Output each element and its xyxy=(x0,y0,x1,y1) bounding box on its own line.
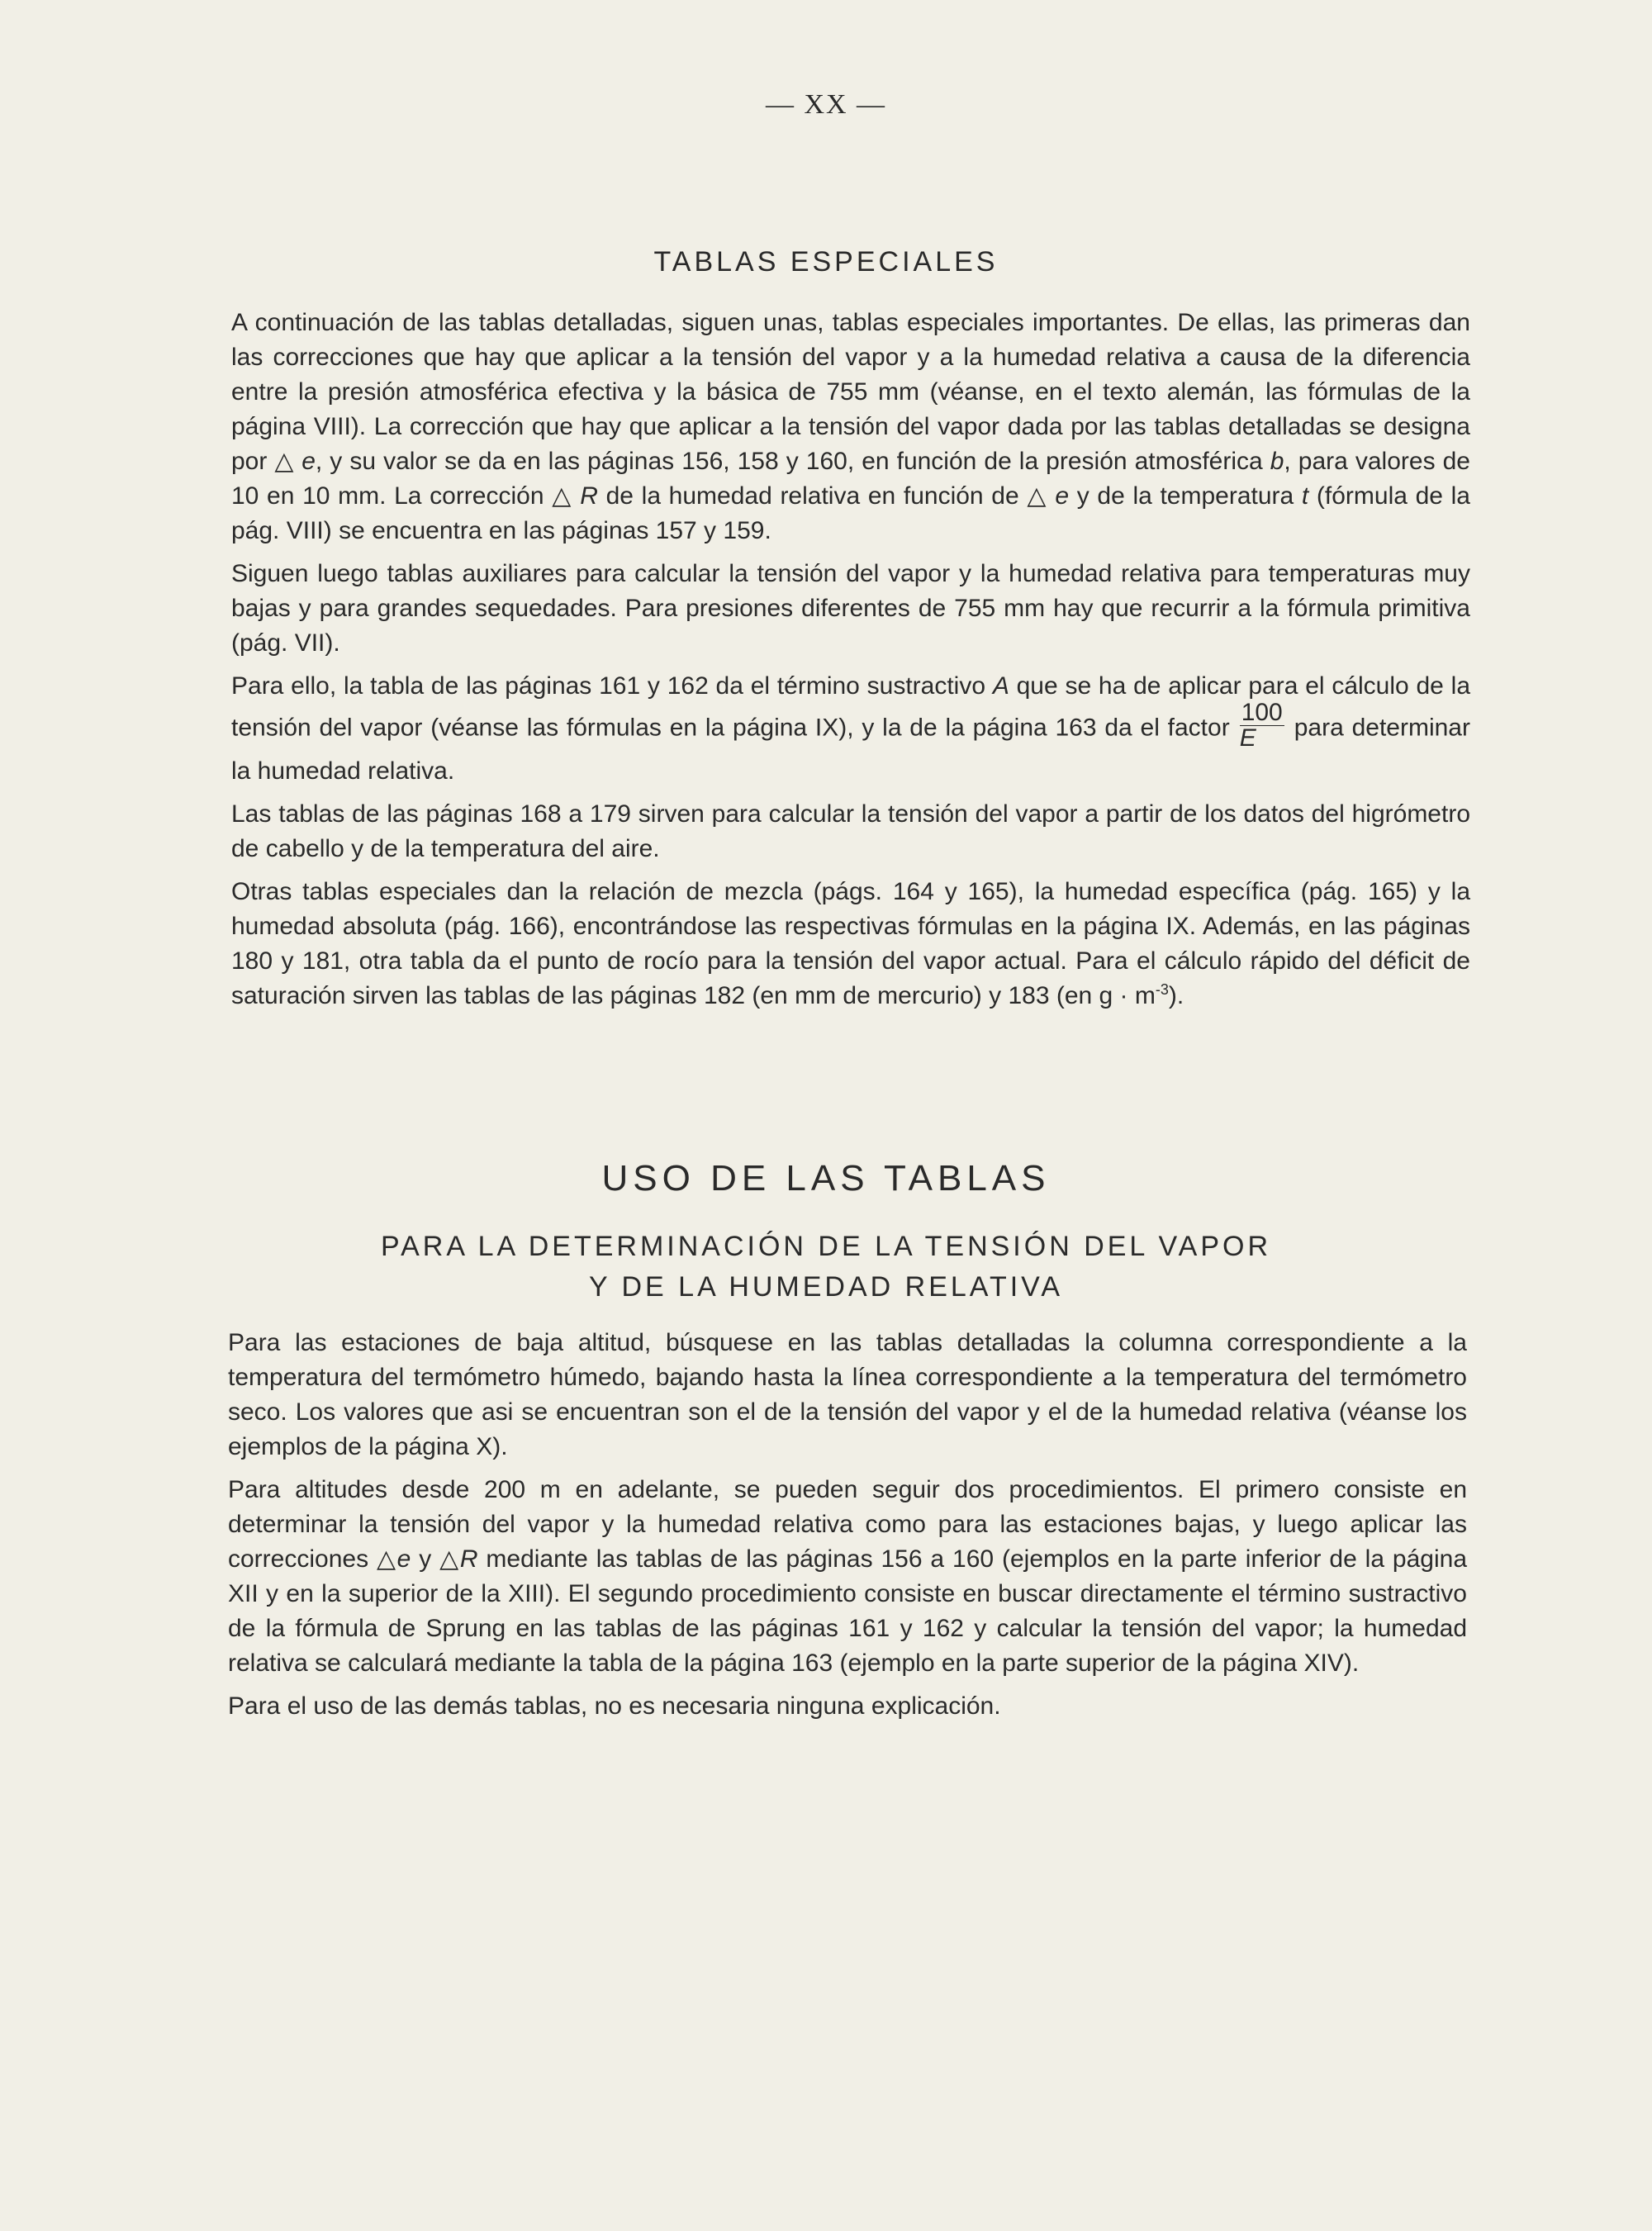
section-tablas-especiales xyxy=(231,306,1470,1022)
fraction-denominator: E xyxy=(1239,724,1256,752)
text-run: y xyxy=(411,1545,440,1573)
text-run: para determinar la humedad relativa. xyxy=(231,714,1470,785)
text-run: y de la temperatura xyxy=(1069,482,1302,510)
delta-symbol: △ xyxy=(1027,482,1047,510)
page-number: — XX — xyxy=(765,89,887,120)
text-run: mediante las tablas de las páginas 156 a 160 (ejemplos en la parte inferior de la página XII y en la superior de la XIII). El segundo procedimiento consiste en buscar directamente el término sustractivo de la fórmula de Sprung en las tablas de las páginas 161 y 162 y calcular la tensión del vapor; la humedad relativa se calculará mediante la tabla de la página 163 (ejemplo en la parte superior de la página XIV). xyxy=(228,1545,1468,1677)
paragraph-1 xyxy=(231,306,1470,548)
variable-e: e xyxy=(1047,482,1070,510)
delta-symbol: △ xyxy=(274,448,295,475)
text-run: Para ello, la tabla de las páginas 161 y 162 da el término sustractivo xyxy=(231,672,993,700)
variable-R: R xyxy=(572,482,598,510)
section-title-uso-de-las-tablas: USO DE LAS TABLAS xyxy=(601,1158,1051,1199)
section-subtitle-line-2: Y DE LA HUMEDAD RELATIVA xyxy=(588,1271,1064,1303)
variable-b: b xyxy=(1270,448,1284,475)
variable-t: t xyxy=(1301,482,1309,510)
text-run: (fórmula de la pág. VIII) se encuentra en las páginas 157 y 159. xyxy=(231,482,1470,544)
exponent: -3 xyxy=(1155,981,1169,998)
text-run: Otras tablas especiales dan la relación de mezcla (págs. 164 y 165), la humedad específica (pág. 165) y la humedad absoluta (pág. 166), encontrándose las respectivas fórmulas en la página IX. Además, en las páginas 180 y 181, otra tabla da el punto de rocío para la tensión del vapor actual. Para el cálculo rápido del déficit de saturación sirven las tablas de las páginas 182 (en mm de mercurio) y 183 (en g · m xyxy=(231,878,1470,1009)
text-run: , para valores de 10 en 10 mm. La corrección xyxy=(231,448,1470,510)
text-run: A continuación de las tablas detalladas, siguen unas, tablas especiales importantes. De ellas, las primeras dan las correcciones que hay que aplicar a la tensión del vapor y a la humedad relativa a causa de la diferencia entre la presión atmosférica efectiva y la básica de 755 mm (véanse, en el texto alemán, las fórmulas de la página VIII). La corrección que hay que aplicar a la tensión del vapor dada por las tablas detalladas se designa por xyxy=(231,309,1470,475)
delta-symbol: △ xyxy=(376,1545,397,1573)
text-run: Para altitudes desde 200 m en adelante, se pueden seguir dos procedimientos. El primero consiste en determinar la tensión del vapor y la humedad relativa como para las estaciones bajas, y luego aplicar las correcciones xyxy=(228,1476,1467,1573)
paragraph-6: Para las estaciones de baja altitud, búsquese en las tablas detalladas la columna correspondiente a la temperatura del termómetro húmedo, bajando hasta la línea correspondiente a la temperatura del termómetro seco. Los valores que asi se encuentran son el de la tensión del vapor y el de la humedad relativa (véanse los ejemplos de la página X). xyxy=(228,1329,1467,1460)
paragraph-2: Siguen luego tablas auxiliares para calcular la tensión del vapor y la humedad relativa para temperaturas muy bajas y para grandes sequedades. Para presiones diferentes de 755 mm hay que recurrir a la fórmula primitiva (pág. VII). xyxy=(231,560,1470,657)
paragraph-3 xyxy=(231,669,1470,789)
delta-symbol: △ xyxy=(439,1545,460,1573)
delta-symbol: △ xyxy=(552,482,572,510)
variable-A: A xyxy=(992,672,1009,700)
section-heading-tablas-especiales: TABLAS ESPECIALES xyxy=(653,246,999,278)
variable-R: R xyxy=(459,1545,478,1573)
variable-e: e xyxy=(396,1545,411,1573)
section-uso-de-las-tablas xyxy=(228,1326,1467,1732)
fraction-numerator: 100 xyxy=(1241,699,1283,726)
variable-e: e xyxy=(294,448,316,475)
text-run: , y su valor se da en las páginas 156, 158 y 160, en función de la presión atmosférica xyxy=(315,448,1270,475)
paragraph-4: Las tablas de las páginas 168 a 179 sirven para calcular la tensión del vapor a partir de los datos del higrómetro de cabello y de la temperatura del aire. xyxy=(231,800,1470,862)
text-run: de la humedad relativa en función de xyxy=(597,482,1028,510)
fraction-100-over-E xyxy=(1240,700,1284,751)
text-run: ). xyxy=(1168,982,1184,1009)
text-run: que se ha de aplicar para el cálculo de la tensión del vapor (véanse las fórmulas en la página IX), y la de la página 163 da el factor xyxy=(231,672,1470,742)
section-subtitle-line-1: PARA LA DETERMINACIÓN DE LA TENSIÓN DEL VAPOR xyxy=(380,1231,1272,1262)
paragraph-8: Para el uso de las demás tablas, no es necesaria ninguna explicación. xyxy=(228,1692,1001,1720)
paragraph-7 xyxy=(228,1473,1467,1681)
paragraph-5 xyxy=(231,875,1470,1013)
